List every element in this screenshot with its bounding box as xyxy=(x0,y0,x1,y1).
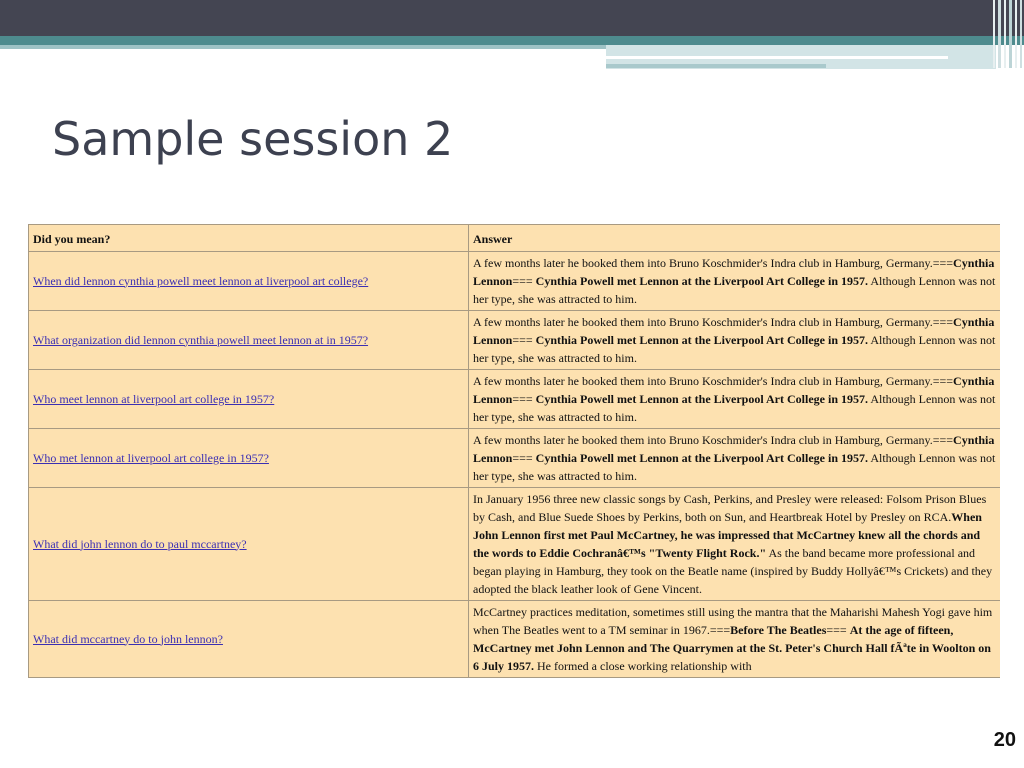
column-header-did-you-mean: Did you mean? xyxy=(29,225,469,252)
question-cell xyxy=(29,311,469,370)
answer-text: A few months later he booked them into Bruno Koschmider's Indra club in Hamburg, Germany.=== xyxy=(473,315,954,329)
question-cell xyxy=(29,601,469,678)
answer-cell xyxy=(469,252,1001,311)
answer-text: In January 1956 three new classic songs by Cash, Perkins, and Presley were released: Folsom Prison Blues by Cash, and Blue Suede Shoes by Perkins, both on Sun, and Heartbreak Hotel by Presley on RCA. xyxy=(473,492,987,524)
header-stripe xyxy=(993,0,995,68)
page-number: 20 xyxy=(993,729,1016,751)
table-row xyxy=(29,252,1001,311)
answer-text: McCartney practices meditation, sometimes still using the mantra that the Maharishi Mahesh Yogi gave him when The Beatles went to a TM seminar in 1967.=== xyxy=(473,605,993,637)
answer-text: === xyxy=(512,274,536,288)
header-band-light xyxy=(0,45,606,49)
answer-cell xyxy=(469,429,1001,488)
answer-highlight-text: Cynthia Powell met Lennon at the Liverpool Art College in 1957. xyxy=(535,392,868,406)
suggested-question-link[interactable]: Who meet lennon at liverpool art college in 1957? xyxy=(33,391,275,406)
results-table xyxy=(28,224,1000,678)
header-band-teal xyxy=(0,36,1024,45)
question-cell xyxy=(29,370,469,429)
answer-highlight-text: Cynthia Lennon xyxy=(473,374,995,406)
slide-title: Sample session 2 xyxy=(52,112,454,166)
table-row xyxy=(29,370,1001,429)
answer-highlight-text: Cynthia Lennon xyxy=(473,256,995,288)
header-stripe xyxy=(1015,0,1017,68)
answer-text: A few months later he booked them into Bruno Koschmider's Indra club in Hamburg, Germany.=== xyxy=(473,374,954,388)
answer-text: === xyxy=(826,623,850,637)
suggested-question-link[interactable]: When did lennon cynthia powell meet lennon at liverpool art college? xyxy=(33,273,369,288)
suggested-question-link[interactable]: What did john lennon do to paul mccartney? xyxy=(33,536,247,551)
answer-cell xyxy=(469,488,1001,601)
suggested-question-link[interactable]: Who met lennon at liverpool art college in 1957? xyxy=(33,450,269,465)
table-body xyxy=(29,252,1001,678)
header-stripe xyxy=(1004,0,1006,68)
answer-text: Although Lennon was not her type, she was attracted to him. xyxy=(473,274,996,306)
table-row xyxy=(29,488,1001,601)
answer-highlight-text: Cynthia Powell met Lennon at the Liverpool Art College in 1957. xyxy=(535,451,868,465)
header-stripe xyxy=(1009,0,1012,68)
question-cell xyxy=(29,488,469,601)
answer-text: Although Lennon was not her type, she was attracted to him. xyxy=(473,451,996,483)
answer-highlight-text: At the age of fifteen, McCartney met John Lennon and The Quarrymen at the St. Peter's Church Hall fÃªte in Woolton on 6 July 1957. xyxy=(473,623,991,673)
header-band-dark xyxy=(0,0,1024,36)
table-row xyxy=(29,429,1001,488)
answer-text: A few months later he booked them into Bruno Koschmider's Indra club in Hamburg, Germany.=== xyxy=(473,256,954,270)
header-stripe xyxy=(1020,0,1022,68)
answer-text: A few months later he booked them into Bruno Koschmider's Indra club in Hamburg, Germany.=== xyxy=(473,433,954,447)
answer-highlight-text: When John Lennon first met Paul McCartney, he was impressed that McCartney knew all the chords and the words to Eddie Cochranâ€™s "Twenty Flight Rock." xyxy=(473,510,982,560)
table-row xyxy=(29,311,1001,370)
question-cell xyxy=(29,429,469,488)
answer-text: === xyxy=(512,392,536,406)
answer-highlight-text: Before The Beatles xyxy=(730,623,827,637)
table-row xyxy=(29,601,1001,678)
table-header-row xyxy=(29,225,1001,252)
answer-text: Although Lennon was not her type, she was attracted to him. xyxy=(473,333,996,365)
header-stripe xyxy=(998,0,1001,68)
answer-highlight-text: Cynthia Lennon xyxy=(473,433,995,465)
header-rule xyxy=(606,56,948,59)
answer-cell xyxy=(469,601,1001,678)
results-table-container xyxy=(28,224,1000,697)
header-rule xyxy=(606,64,826,68)
answer-text: As the band became more professional and began playing in Hamburg, they took on the Beatle name (inspired by Buddy Hollyâ€™s Crickets) and they adopted the black leather look of Gene Vincent. xyxy=(473,546,993,596)
answer-cell xyxy=(469,311,1001,370)
column-header-answer: Answer xyxy=(469,225,1001,252)
answer-highlight-text: Cynthia Powell met Lennon at the Liverpool Art College in 1957. xyxy=(535,333,868,347)
answer-text: He formed a close working relationship with xyxy=(534,659,752,673)
answer-cell xyxy=(469,370,1001,429)
answer-highlight-text: Cynthia Powell met Lennon at the Liverpool Art College in 1957. xyxy=(535,274,868,288)
answer-text: === xyxy=(512,333,536,347)
answer-highlight-text: Cynthia Lennon xyxy=(473,315,995,347)
suggested-question-link[interactable]: What did mccartney do to john lennon? xyxy=(33,631,223,646)
answer-text: === xyxy=(512,451,536,465)
answer-text: Although Lennon was not her type, she was attracted to him. xyxy=(473,392,996,424)
question-cell xyxy=(29,252,469,311)
suggested-question-link[interactable]: What organization did lennon cynthia powell meet lennon at in 1957? xyxy=(33,332,369,347)
